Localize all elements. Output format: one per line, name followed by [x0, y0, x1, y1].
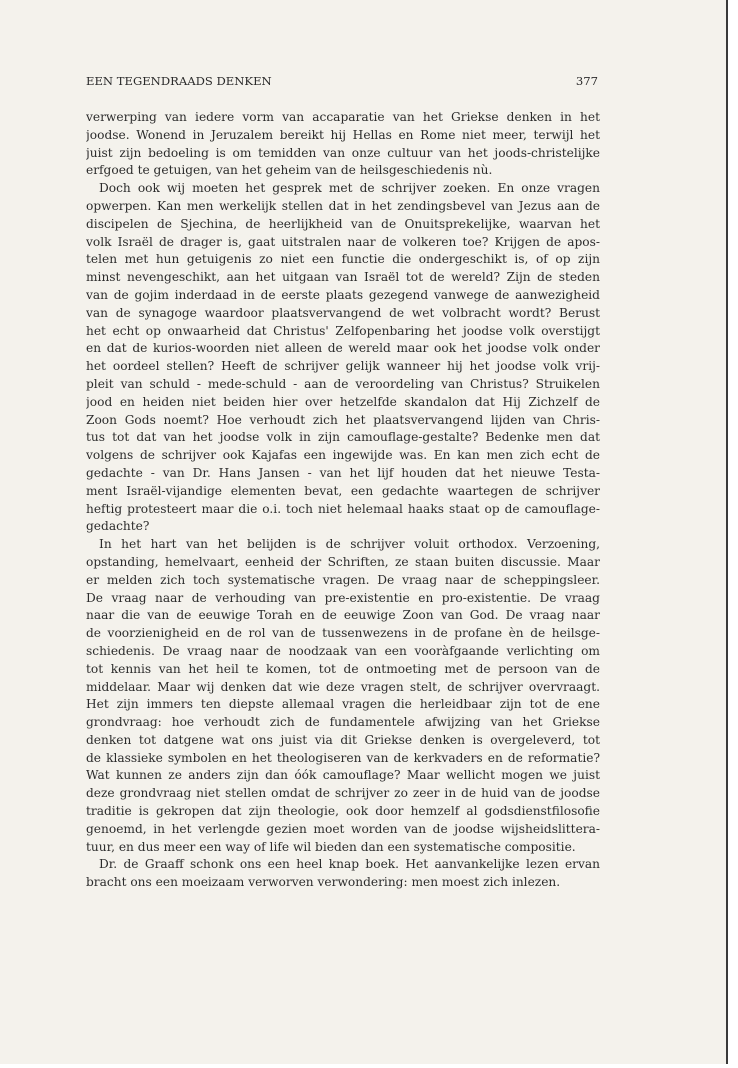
text-line: gedachte? — [86, 519, 150, 534]
text-line: verwerping van iedere vorm van accaparatie van het Griekse denken in het — [86, 110, 600, 124]
text-line: tus tot dat van het joodse volk in zijn camouflage-gestalte? Bedenke men dat — [86, 430, 600, 445]
paragraph — [86, 109, 600, 180]
text-line: grondvraag: hoe verhoudt zich de fundamentele afwijzing van het Griekse — [86, 715, 600, 730]
text-line: Zoon Gods noemt? Hoe verhoudt zich het plaatsvervangend lijden van Chris- — [86, 412, 600, 427]
text-line: Wat kunnen ze anders zijn dan óók camouflage? Maar wellicht mogen we juist — [86, 768, 600, 783]
paragraph — [86, 856, 600, 892]
text-line: pleit van schuld - mede-schuld - aan de veroordeling van Christus? Struikelen — [86, 376, 600, 391]
text-line: en dat de kurios-woorden niet alleen de wereld maar ook het joodse volk onder — [86, 341, 600, 356]
text-line: van de gojim inderdaad in de eerste plaats gezegend vanwege de aanwezigheid — [86, 287, 600, 302]
text-line: Doch ook wij moeten het gesprek met de schrijver zoeken. En onze vragen — [99, 181, 600, 196]
text-line: tuur, en dus meer een way of life wil bieden dan een systematische compositie. — [86, 839, 576, 854]
text-line: traditie is gekropen dat zijn theologie, ook door hemzelf al godsdienstfilosofie — [86, 804, 600, 819]
paragraph — [86, 536, 600, 856]
text-line: discipelen de Sjechina, de heerlijkheid van de Onuitsprekelijke, waarvan het — [86, 216, 600, 231]
text-line: denken tot datgene wat ons juist via dit Griekse denken is overgeleverd, tot — [86, 732, 600, 747]
text-line: het oordeel stellen? Heeft de schrijver gelijk wanneer hij het joodse volk vrij- — [86, 359, 600, 374]
running-title: EEN TEGENDRAADS DENKEN — [86, 74, 272, 88]
text-line: de voorzienigheid en de rol van de tussenwezens in de profane èn de heilsge- — [86, 626, 600, 641]
page-edge-shadow — [726, 0, 728, 1064]
text-line: minst nevengeschikt, aan het uitgaan van Israël tot de wereld? Zijn de steden — [86, 270, 600, 285]
text-line: In het hart van het belijden is de schrijver voluit orthodox. Verzoening, — [99, 537, 600, 552]
text-line: deze grondvraag niet stellen omdat de schrijver zo zeer in de huid van de joodse — [86, 786, 600, 801]
text-line: opwerpen. Kan men werkelijk stellen dat in het zendingsbevel van Jezus aan de — [86, 198, 600, 213]
text-line: opstanding, hemelvaart, eenheid der Schriften, ze staan buiten discussie. Maar — [86, 554, 600, 569]
text-line: De vraag naar de verhouding van pre-existentie en pro-existentie. De vraag — [86, 590, 600, 605]
running-header — [86, 74, 598, 92]
text-line: gedachte - van Dr. Hans Jansen - van het lijf houden dat het nieuwe Testa- — [86, 465, 600, 480]
text-line: middelaar. Maar wij denken dat wie deze vragen stelt, de schrijver overvraagt. — [86, 679, 600, 694]
text-line: Dr. de Graaff schonk ons een heel knap boek. Het aanvankelijke lezen ervan — [99, 857, 600, 872]
text-line: joodse. Wonend in Jeruzalem bereikt hij Hellas en Rome niet meer, terwijl het — [86, 127, 600, 142]
text-line: van de synagoge waardoor plaatsvervangend de wet volbracht wordt? Berust — [86, 305, 600, 320]
text-line: Het zijn immers ten diepste allemaal vragen die herleidbaar zijn tot de ene — [86, 697, 600, 712]
text-line: jood en heiden niet beiden hier over hetzelfde skandalon dat Hij Zichzelf de — [86, 394, 600, 409]
text-line: bracht ons een moeizaam verworven verwondering: men moest zich inlezen. — [86, 875, 561, 890]
text-line: tot kennis van het heil te komen, tot de ontmoeting met de persoon van de — [86, 661, 600, 676]
text-line: juist zijn bedoeling is om temidden van onze cultuur van het joods-christelijke — [86, 145, 600, 160]
text-line: schiedenis. De vraag naar de noodzaak van een vooràfgaande verlichting om — [86, 643, 600, 658]
paragraph — [86, 180, 600, 536]
text-line: telen met hun getuigenis zo niet een functie die ondergeschikt is, of op zijn — [86, 252, 600, 267]
text-line: het echt op onwaarheid dat Christus' Zelfopenbaring het joodse volk overstijgt — [86, 323, 600, 338]
body-text — [86, 109, 600, 892]
text-line: ment Israël-vijandige elementen bevat, een gedachte waartegen de schrijver — [86, 483, 600, 498]
text-line: volgens de schrijver ook Kajafas een ingewijde was. En kan men zich echt de — [86, 448, 600, 463]
text-line: erfgoed te getuigen, van het geheim van de heilsgeschiedenis nù. — [86, 163, 493, 178]
text-line: naar die van de eeuwige Torah en de eeuwige Zoon van God. De vraag naar — [86, 608, 600, 623]
text-line: heftig protesteert maar die o.i. toch niet helemaal haaks staat op de camouflage- — [86, 501, 600, 516]
text-line: de klassieke symbolen en het theologiseren van de kerkvaders en de reformatie? — [86, 750, 600, 765]
text-line: er melden zich toch systematische vragen. De vraag naar de scheppingsleer. — [86, 572, 600, 587]
text-line: volk Israël de drager is, gaat uitstralen naar de volkeren toe? Krijgen de apos- — [86, 234, 600, 249]
page-number: 377 — [575, 74, 598, 88]
text-line: genoemd, in het verlengde gezien moet worden van de joodse wijsheidslittera- — [86, 821, 600, 836]
